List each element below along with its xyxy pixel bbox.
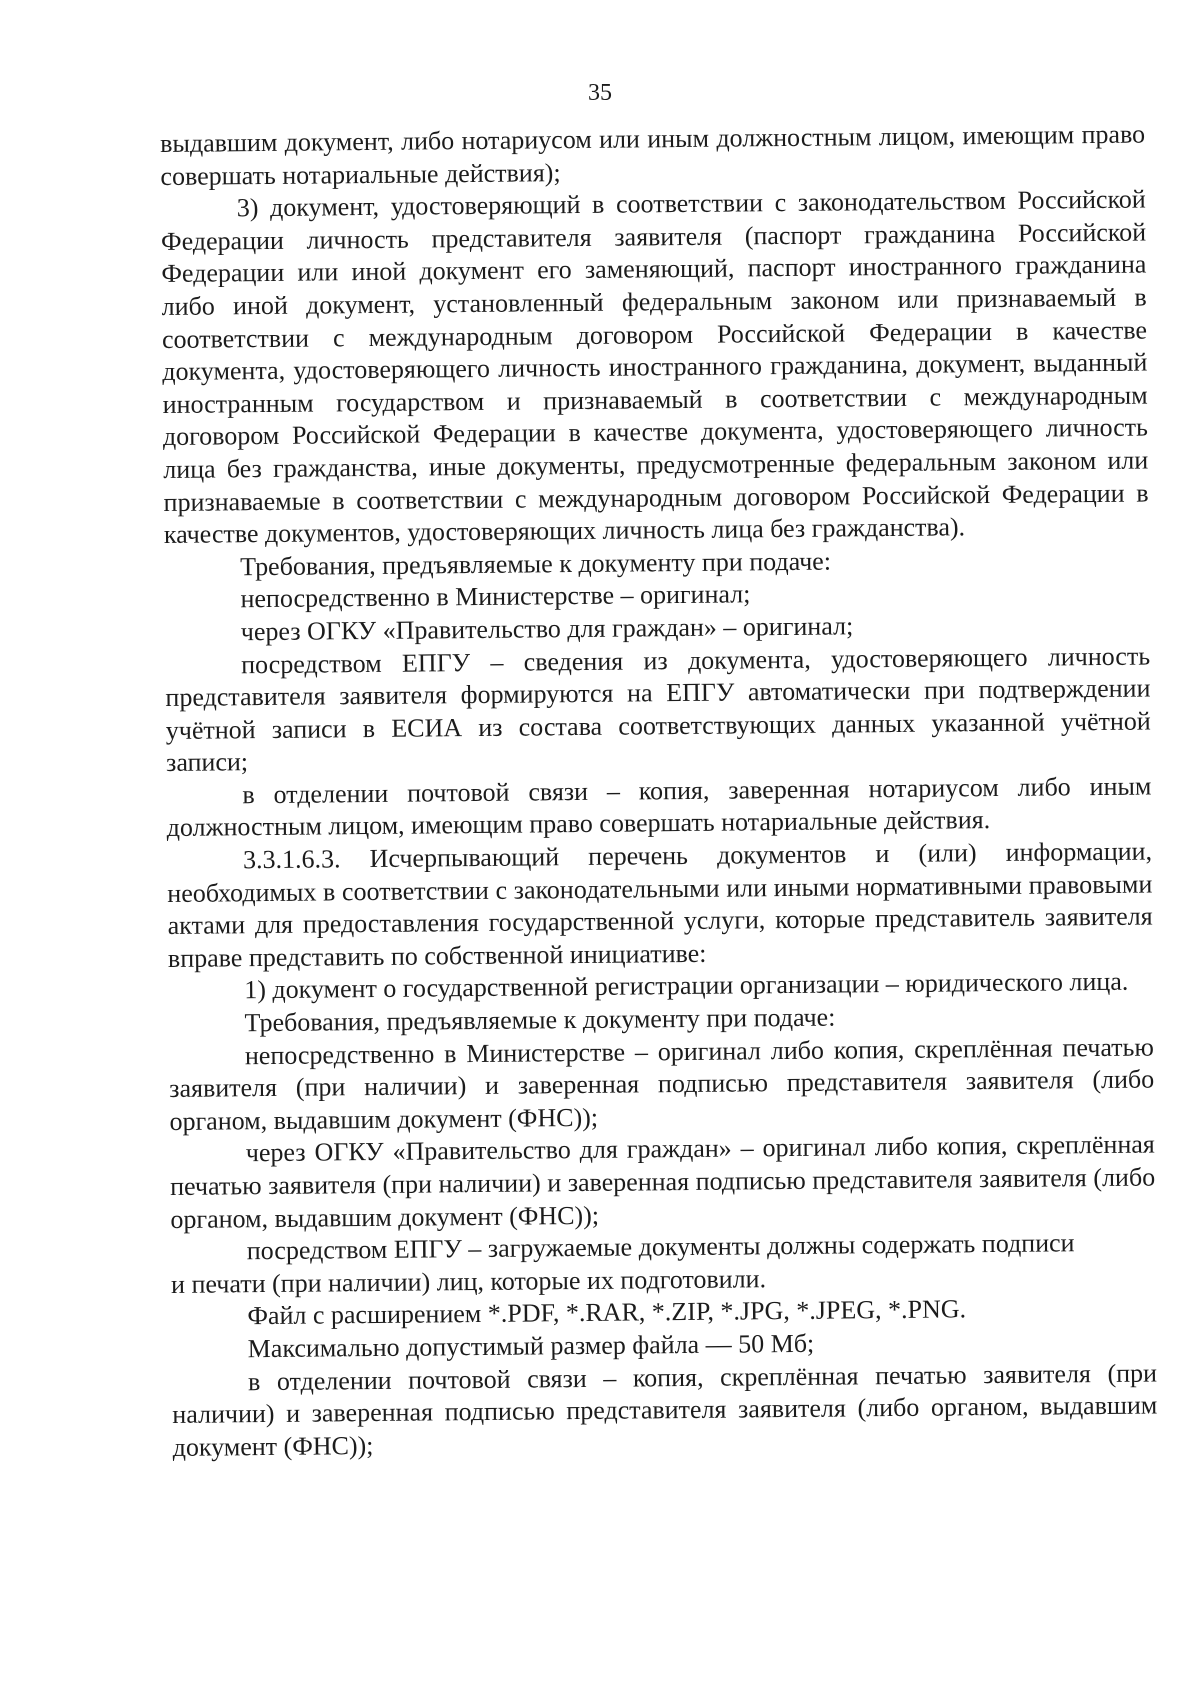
paragraph-post-office-copy: в отделении почтовой связи – копия, заверенная нотариусом либо иным должностным лицом, имеющим право совершать нотариальные действия.	[166, 771, 1152, 843]
paragraph-item-3-identity-document: 3) документ, удостоверяющий в соответствии с законодательством Российской Федерации личность представителя заявителя (паспорт гражданина Российской Федерации или иной документ его заменяющий, паспорт иностранного гражданина либо иной документ, установленный федеральным законом или признаваемый в соответствии с международным договором Российской Федерации в качестве документа, удостоверяющего личность иностранного гражданина, документ, выданный иностранным государством и признаваемый в соответствии с международным договором Российской Федерации в качестве документа, удостоверяющего личность лица без гражданства, иные документы, предусмотренные федеральным законом или признаваемые в соответствии с международным договором Российской Федерации в качестве документов, удостоверяющих личность лица без гражданства).	[160, 184, 1149, 550]
paragraph-item-1-registration-document: 1) документ о государственной регистрации организации – юридического лица.	[244, 967, 1129, 1005]
paragraph-section-3-3-1-6-3: 3.3.1.6.3. Исчерпывающий перечень документов и (или) информации, необходимых в соответствии с законодательными или иными нормативными правовыми актами для предоставления государственной услуги, которые представитель заявителя вправе представить по собственной инициативе:	[167, 836, 1153, 973]
paragraph-epgu-seals: и печати (при наличии) лиц, которые их подготовили.	[170, 1264, 767, 1299]
paragraph-epgu-esia: посредством ЕПГУ – сведения из документа, удостоверяющего личность представителя заявителя формируются на ЕПГУ автоматически при подтверждении учётной записи в ЕСИА из состава соответствующих данных указанной учётной записи;	[165, 641, 1151, 778]
paragraph-max-file-size: Максимально допустимый размер файла — 50 Мб;	[247, 1328, 815, 1364]
paragraph-post-office-copy-2: в отделении почтовой связи – копия, скреплённая печатью заявителя (при наличии) и заверенная подписью представителя заявителя (либо органом, выдавшим документ (ФНС));	[172, 1358, 1158, 1462]
paragraph-ogku-original: через ОГКУ «Правительство для граждан» – оригинал;	[240, 611, 854, 647]
paragraph-file-extensions: Файл с расширением *.PDF, *.RAR, *.ZIP, *.JPG, *.JPEG, *.PNG.	[247, 1294, 967, 1331]
paragraph-continuation: выдавшим документ, либо нотариусом или иным должностным лицом, имеющим право совершать нотариальные действия);	[160, 119, 1146, 191]
paragraph-epgu-signatures: посредством ЕПГУ – загружаемые документы должны содержать подписи	[246, 1228, 1075, 1266]
paragraph-requirements-heading: Требования, предъявляемые к документу при подаче:	[240, 546, 832, 581]
paragraph-requirements-heading-2: Требования, предъявляемые к документу при подаче:	[244, 1002, 836, 1038]
page-number: 35	[588, 80, 612, 106]
paragraph-ministry-original-or-copy: непосредственно в Министерстве – оригинал либо копия, скреплённая печатью заявителя (при наличии) и заверенная подписью представителя заявителя (либо органом, выдавшим документ (ФНС));	[169, 1032, 1155, 1136]
paragraph-ogku-original-or-copy: через ОГКУ «Правительство для граждан» – оригинал либо копия, скреплённая печатью заявителя (при наличии) и заверенная подписью представителя заявителя (либо органом, выдавшим документ (ФНС));	[170, 1129, 1156, 1234]
document-body	[160, 119, 1158, 1465]
paragraph-ministry-original: непосредственно в Министерстве – оригинал;	[240, 579, 751, 614]
